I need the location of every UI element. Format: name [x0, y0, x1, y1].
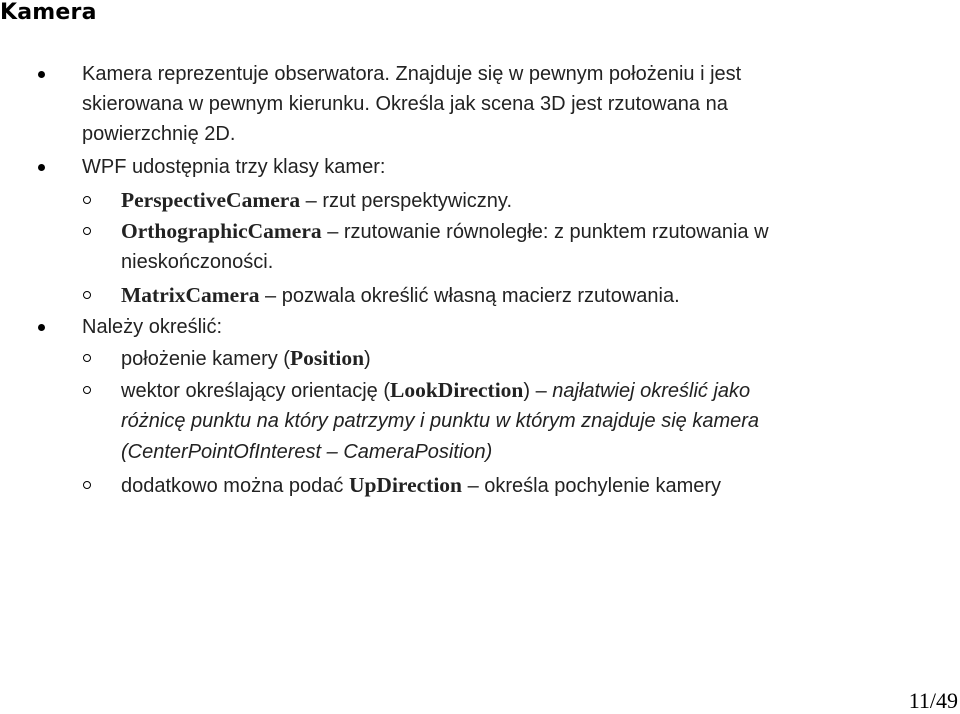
bullet-line: Należy określić:	[82, 316, 223, 338]
circle-bullet-icon	[83, 481, 91, 489]
class-name: MatrixCamera	[121, 283, 260, 307]
sub-item-text: ) –	[523, 380, 553, 402]
circle-bullet-icon	[83, 196, 91, 204]
sub-item-desc: – pozwala określić własną macierz rzutowania.	[259, 285, 680, 307]
sub-item-italic: najłatwiej określić jako	[552, 380, 751, 402]
sub-item-text: położenie kamery (	[121, 348, 290, 370]
property-name: Position	[289, 346, 365, 370]
property-name: UpDirection	[348, 473, 463, 497]
bullet-line: WPF udostępnia trzy klasy kamer:	[82, 156, 386, 178]
sub-item-text: dodatkowo można podać	[121, 475, 349, 497]
sub-item-text: wektor określający orientację (	[121, 380, 390, 402]
sub-item-desc: – rzutowanie równoległe: z punktem rzutowania w	[321, 221, 769, 243]
sub-item-desc: nieskończoności.	[121, 251, 274, 273]
bullet-line: Kamera reprezentuje obserwatora. Znajduje się w pewnym położeniu i jest	[82, 63, 742, 85]
bullet-dot-icon	[38, 71, 45, 78]
bullet-dot-icon	[38, 164, 45, 171]
circle-bullet-icon	[83, 386, 91, 394]
circle-bullet-icon	[83, 354, 91, 362]
bullet-line: powierzchnię 2D.	[82, 123, 236, 145]
class-name: PerspectiveCamera	[121, 188, 301, 212]
slide-title: Kamera	[0, 0, 97, 25]
bullet-line: skierowana w pewnym kierunku. Określa jak scena 3D jest rzutowana na	[82, 93, 728, 115]
class-name: OrthographicCamera	[121, 219, 322, 243]
sub-item-text: – określa pochylenie kamery	[462, 475, 722, 497]
circle-bullet-icon	[83, 291, 91, 299]
sub-item-text: )	[364, 348, 371, 370]
sub-item-italic: (CenterPointOfInterest – CameraPosition)	[121, 441, 493, 463]
bullet-dot-icon	[38, 324, 45, 331]
circle-bullet-icon	[83, 227, 91, 235]
sub-item-italic: różnicę punktu na który patrzymy i punktu w którym znajduje się kamera	[121, 410, 760, 432]
sub-item-desc: – rzut perspektywiczny.	[300, 190, 513, 212]
property-name: LookDirection	[390, 378, 524, 402]
page-number: 11/49	[908, 688, 958, 713]
